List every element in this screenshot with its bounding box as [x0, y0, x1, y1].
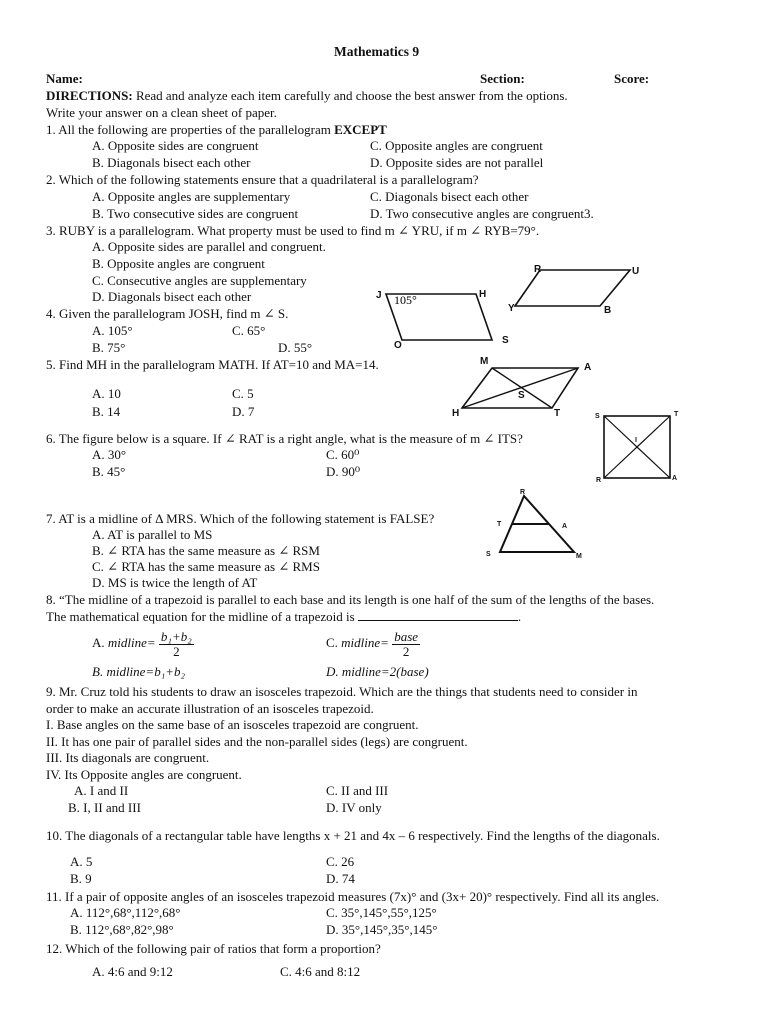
q7-option-d: D. MS is twice the length of AT [92, 575, 258, 590]
q8-stem: 8. “The midline of a trapezoid is parallel to each base and its length is one half of the sum of the lengths of the bases. [46, 592, 655, 607]
label-j: J [376, 290, 382, 301]
q5-option-a: A. 10 [92, 386, 121, 401]
q9-stem: 9. Mr. Cruz told his students to draw an isosceles trapezoid. Which are the things that students need to consider in [46, 684, 638, 699]
q1-option-b: B. Diagonals bisect each other [92, 155, 251, 170]
q11-option-c: C. 35°,145°,55°,125° [326, 905, 437, 920]
q8-a-num: b₁+b₂ [160, 628, 192, 644]
label-a: A [562, 523, 568, 530]
q12-stem: 12. Which of the following pair of ratios that form a proportion? [46, 941, 381, 956]
label-i: I [635, 437, 637, 444]
name-label: Name: [46, 71, 83, 86]
q1-stem-text: 1. All the following are properties of the parallelogram [46, 122, 335, 137]
figure-josh-parallelogram [372, 284, 522, 350]
q8-stem-2-text: The mathematical equation for the midline of a trapezoid is [46, 609, 358, 624]
answer-blank [358, 609, 518, 621]
q12-option-c: C. 4:6 and 8:12 [280, 964, 361, 979]
q8-a-fraction [159, 630, 194, 659]
q8-c-prefix: C. [326, 635, 338, 650]
q8-option-d: D. midline=2(base) [326, 664, 429, 679]
q9-stem-2: order to make an accurate illustration of an isosceles trapezoid. [46, 701, 374, 716]
q7-option-c: C. ∠ RTA has the same measure as ∠ RMS [92, 559, 320, 574]
page-title: Mathematics 9 [334, 44, 420, 59]
figure-square [592, 406, 688, 486]
q7-stem: 7. AT is a midline of Δ MRS. Which of the following statement is FALSE? [46, 511, 435, 526]
q11-stem: 11. If a pair of opposite angles of an isosceles trapezoid measures (7x)° and (3x+ 20)° respectively. Find all its angles. [46, 889, 660, 904]
q10-option-c: C. 26 [326, 854, 355, 869]
q9-option-b: B. I, II and III [68, 800, 141, 815]
q4-option-b: B. 75° [92, 340, 126, 355]
q6-option-a: A. 30° [92, 447, 127, 462]
q5-option-d: D. 7 [232, 404, 255, 419]
q6-option-b: B. 45° [92, 464, 126, 479]
label-t: T [497, 521, 502, 528]
q7-option-b: B. ∠ RTA has the same measure as ∠ RSM [92, 543, 320, 558]
q8-c-den: 2 [402, 643, 410, 659]
figure-triangle-mrs [482, 484, 592, 564]
q3-option-d: D. Diagonals bisect each other [92, 289, 252, 304]
q2-option-b: B. Two consecutive sides are congruent [92, 206, 299, 221]
q8-option-c [326, 628, 420, 659]
q11-option-b: B. 112°,68°,82°,98° [70, 922, 174, 937]
q1-stem [46, 122, 387, 138]
label-o: O [394, 340, 402, 351]
figure-ruby-parallelogram [500, 260, 660, 320]
score-label: Score: [614, 71, 650, 86]
q8-c-lhs: midline= [341, 635, 389, 650]
label-t: T [554, 408, 561, 419]
directions [46, 88, 568, 104]
q8-stem-2: The mathematical equation for the midline of a trapezoid is . [46, 609, 522, 624]
q9-statement-2: II. It has one pair of parallel sides and the non-parallel sides (legs) are congruent. [46, 734, 468, 749]
q6-stem: 6. The figure below is a square. If ∠ RAT is a right angle, what is the measure of m ∠ ITS? [46, 431, 523, 446]
q5-option-b: B. 14 [92, 404, 121, 419]
q9-statement-4: IV. Its Opposite angles are congruent. [46, 767, 242, 782]
q4-option-c: C. 65° [232, 323, 266, 338]
q10-option-d: D. 74 [326, 871, 355, 886]
q11-option-a: A. 112°,68°,112°,68° [70, 905, 181, 920]
label-h: H [479, 289, 487, 300]
section-label: Section: [480, 71, 525, 86]
label-b: B [604, 305, 612, 316]
q5-option-c: C. 5 [232, 386, 254, 401]
q6-option-c: C. 60⁰ [326, 447, 360, 462]
q4-stem: 4. Given the parallelogram JOSH, find m ∠ S. [46, 306, 289, 321]
label-s: S [518, 390, 525, 401]
q12-option-a: A. 4:6 and 9:12 [92, 964, 173, 979]
label-r: R [534, 264, 542, 275]
q8-a-den: 2 [173, 643, 180, 659]
q2-option-c: C. Diagonals bisect each other [370, 189, 529, 204]
q1-option-a: A. Opposite sides are congruent [92, 138, 259, 153]
q3-option-a: A. Opposite sides are parallel and congruent. [92, 239, 326, 254]
q8-option-b: B. midline=b₁+b₂ [92, 664, 186, 679]
label-r: R [596, 477, 602, 484]
q6-option-d: D. 90⁰ [326, 464, 361, 479]
q4-option-a: A. 105° [92, 323, 133, 338]
label-u: U [632, 266, 640, 277]
q8-option-a [92, 628, 194, 659]
directions-label: DIRECTIONS: [46, 88, 133, 103]
label-s: S [486, 551, 491, 558]
q10-option-a: A. 5 [70, 854, 93, 869]
angle-label: 105° [394, 293, 417, 307]
q4-option-d: D. 55° [278, 340, 313, 355]
q8-c-num: base [394, 628, 419, 644]
q9-statement-1: I. Base angles on the same base of an isosceles trapezoid are congruent. [46, 717, 419, 732]
q9-statement-3: III. Its diagonals are congruent. [46, 750, 210, 765]
label-h: H [452, 408, 460, 419]
q1-option-c: C. Opposite angles are congruent [370, 138, 543, 153]
directions-text: Read and analyze each item carefully and choose the best answer from the options. [132, 88, 568, 103]
q10-stem: 10. The diagonals of a rectangular table have lengths x + 21 and 4x – 6 respectively. Find the lengths of the diagonals. [46, 828, 660, 843]
q9-option-d: D. IV only [326, 800, 382, 815]
label-r: R [520, 489, 526, 496]
label-s: S [595, 413, 600, 420]
q1-stem-bold: EXCEPT [334, 122, 387, 137]
label-a: A [672, 475, 678, 482]
label-m: M [480, 356, 489, 367]
q8-a-lhs: midline= [107, 635, 156, 650]
q1-option-d: D. Opposite sides are not parallel [370, 155, 544, 170]
q3-stem: 3. RUBY is a parallelogram. What property must be used to find m ∠ YRU, if m ∠ RYB=79°. [46, 223, 540, 238]
q5-stem: 5. Find MH in the parallelogram MATH. If AT=10 and MA=14. [46, 357, 379, 372]
q9-option-c: C. II and III [326, 783, 389, 798]
q2-option-a: A. Opposite angles are supplementary [92, 189, 291, 204]
q2-option-d: D. Two consecutive angles are congruent3. [370, 206, 594, 221]
figure-math-parallelogram [450, 352, 600, 422]
q3-option-c: C. Consecutive angles are supplementary [92, 273, 307, 288]
label-a: A [584, 362, 592, 373]
q11-option-d: D. 35°,145°,35°,145° [326, 922, 438, 937]
label-y: Y [508, 303, 515, 314]
q2-stem: 2. Which of the following statements ensure that a quadrilateral is a parallelogram? [46, 172, 479, 187]
directions-text-2: Write your answer on a clean sheet of paper. [46, 105, 277, 120]
q10-option-b: B. 9 [70, 871, 92, 886]
label-m: M [576, 553, 582, 560]
q8-a-prefix: A. [92, 635, 105, 650]
label-s: S [502, 335, 509, 346]
q3-option-b: B. Opposite angles are congruent [92, 256, 265, 271]
label-t: T [674, 411, 679, 418]
q9-option-a: A. I and II [74, 783, 129, 798]
q8-c-fraction [392, 630, 420, 659]
q7-option-a: A. AT is parallel to MS [92, 527, 213, 542]
